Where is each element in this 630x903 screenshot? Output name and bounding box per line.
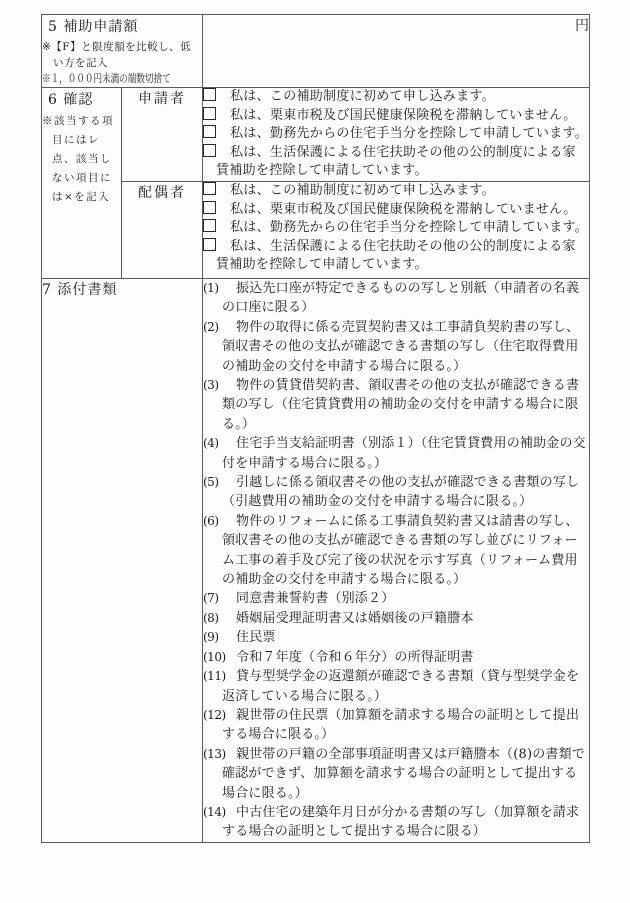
check-item-label: 私は、勤務先からの住宅手当分を控除して申請しています。 bbox=[230, 220, 589, 236]
attachment-item-number: (13) bbox=[203, 746, 226, 761]
applicant-check-item bbox=[203, 88, 589, 107]
attachment-item-number: (5) bbox=[203, 475, 219, 490]
attachment-item bbox=[203, 473, 589, 512]
attachment-item-number: (14) bbox=[203, 804, 226, 819]
section5-title: 5 補助申請額 bbox=[48, 19, 139, 35]
applicant-label-cell bbox=[122, 88, 203, 182]
checkbox-icon[interactable] bbox=[203, 219, 216, 232]
section7-label-cell bbox=[42, 278, 203, 842]
checkbox-icon[interactable] bbox=[203, 201, 216, 214]
spouse-label: 配偶者 bbox=[138, 184, 186, 201]
check-item-label: 私は、生活保護による住宅扶助その他の公的制度による家賃補助を控除して申請しています。 bbox=[216, 238, 576, 273]
attachment-item-number: (7) bbox=[203, 591, 219, 606]
attachment-item-text: 物件の取得に係る売買契約書又は工事請負契約書の写し、領収書その他の支払が確認できる書類の写し（住宅取得費用の補助金の交付を申請する場合に限る。） bbox=[222, 319, 580, 374]
section6-note: ※該当する項目にはレ点、該当しない項目には×を記入 bbox=[42, 115, 114, 203]
attachment-item-number: (8) bbox=[203, 610, 219, 625]
spouse-check-item bbox=[203, 238, 589, 275]
applicant-checklist bbox=[203, 88, 590, 182]
attachment-item bbox=[203, 667, 589, 706]
attachment-item-text: 住民票 bbox=[236, 630, 276, 646]
applicant-check-item bbox=[203, 144, 589, 181]
subsidy-amount-field[interactable] bbox=[203, 15, 590, 88]
check-item-label: 私は、栗東市税及び国民健康保険税を滞納していません。 bbox=[230, 107, 577, 123]
attachment-item bbox=[203, 628, 589, 647]
section7-title: 7 添付書類 bbox=[42, 281, 118, 298]
attachment-item-text: 親世帯の戸籍の全部事項証明書又は戸籍謄本（(8)の書類で確認ができず、加算額を請求する場合の証明として提出する場合に限る。） bbox=[222, 746, 586, 801]
spouse-check-item bbox=[203, 182, 589, 201]
attachment-item-number: (1) bbox=[203, 280, 219, 295]
check-item-label: 私は、この補助制度に初めて申し込みます。 bbox=[230, 89, 495, 104]
check-item-label: 私は、栗東市税及び国民健康保険税を滞納していません。 bbox=[230, 201, 577, 217]
attachment-item bbox=[203, 803, 589, 842]
attachment-item bbox=[203, 648, 589, 667]
attachment-item bbox=[203, 512, 589, 590]
checkbox-icon[interactable] bbox=[203, 182, 216, 195]
section5-note-compare: ※【F】と限度額を比較し、低い方を記入 bbox=[42, 41, 192, 69]
attachment-item-text: 振込先口座が特定できるものの写しと別紙（申請者の名義の口座に限る） bbox=[222, 280, 580, 316]
attachment-item-text: 中古住宅の建築年月日が分かる書類の写し（加算額を請求する場合の証明として提出する場合に限る） bbox=[222, 804, 580, 840]
attachment-item bbox=[203, 609, 589, 628]
applicant-label: 申請者 bbox=[138, 91, 186, 107]
spouse-checklist bbox=[203, 181, 590, 278]
attachment-item-text: 令和７年度（令和６年分）の所得証明書 bbox=[236, 649, 474, 665]
application-form-table bbox=[41, 14, 590, 843]
section5-label-cell bbox=[42, 15, 203, 88]
checkbox-icon[interactable] bbox=[203, 107, 216, 120]
check-item-label: 私は、この補助制度に初めて申し込みます。 bbox=[230, 182, 495, 198]
checkbox-icon[interactable] bbox=[203, 144, 216, 157]
attachment-item-number: (3) bbox=[203, 378, 219, 392]
checkbox-icon[interactable] bbox=[203, 125, 216, 138]
checkbox-icon[interactable] bbox=[203, 88, 216, 101]
attachment-item-text: 物件のリフォームに係る工事請負契約書又は請書の写し、領収書その他の支払が確認できる書類の写し並びにリフォーム工事の着手及び完了後の状況を示す写真（リフォーム費用の補助金の交付を申請する場合に限る。） bbox=[222, 513, 579, 588]
attachment-item bbox=[203, 589, 589, 608]
section6-label-cell bbox=[42, 88, 122, 279]
attachment-item-text: 住宅手当支給証明書（別添１）（住宅賃貸費用の補助金の交付を申請する場合に限る。） bbox=[222, 436, 586, 471]
attachment-item-number: (2) bbox=[203, 319, 219, 334]
attachment-item-text: 親世帯の住民票（加算額を請求する場合の証明として提出する場合に限る。） bbox=[222, 707, 580, 743]
yen-unit-label: 円 bbox=[575, 18, 589, 34]
attachment-list bbox=[203, 278, 590, 842]
attachment-item bbox=[203, 434, 589, 473]
applicant-check-item bbox=[203, 107, 589, 126]
attachment-item-number: (10) bbox=[203, 649, 226, 664]
attachment-item-text: 物件の賃貸借契約書、領収書その他の支払が確認できる書類の写し（住宅賃貸費用の補助金の交付を申請する場合に限る。） bbox=[222, 378, 580, 432]
attachment-item bbox=[203, 706, 589, 745]
check-item-label: 私は、勤務先からの住宅手当分を控除して申請しています。 bbox=[230, 126, 589, 142]
attachment-item bbox=[203, 745, 589, 803]
attachment-item-number: (4) bbox=[203, 436, 219, 451]
attachment-item-text: 引越しに係る領収書その他の支払が確認できる書類の写し（引越費用の補助金の交付を申請する場合に限る。） bbox=[222, 475, 580, 510]
attachment-item bbox=[203, 376, 589, 434]
spouse-check-item bbox=[203, 201, 589, 220]
section5-note-rounding: ※１，０００円未満の端数切捨て bbox=[42, 72, 171, 85]
check-item-label: 私は、生活保護による住宅扶助その他の公的制度による家賃補助を控除して申請しています。 bbox=[216, 144, 576, 179]
attachment-item-number: (6) bbox=[203, 513, 219, 528]
attachment-item bbox=[203, 318, 589, 376]
attachment-item-number: (12) bbox=[203, 707, 226, 722]
attachment-item-number: (11) bbox=[203, 669, 226, 684]
applicant-check-item bbox=[203, 125, 589, 144]
checkbox-icon[interactable] bbox=[203, 238, 216, 251]
spouse-check-item bbox=[203, 219, 589, 238]
attachment-item-text: 婚姻届受理証明書又は婚姻後の戸籍謄本 bbox=[236, 610, 474, 626]
section6-title: 6 確認 bbox=[48, 92, 94, 108]
attachment-item-text: 同意書兼誓約書（別添２） bbox=[236, 591, 395, 607]
attachment-item-text: 貸与型奨学金の返還額が確認できる書類（貸与型奨学金を返済している場合に限る。） bbox=[222, 669, 580, 704]
spouse-label-cell bbox=[122, 181, 203, 278]
attachment-item bbox=[203, 279, 589, 318]
attachment-item-number: (9) bbox=[203, 630, 219, 645]
